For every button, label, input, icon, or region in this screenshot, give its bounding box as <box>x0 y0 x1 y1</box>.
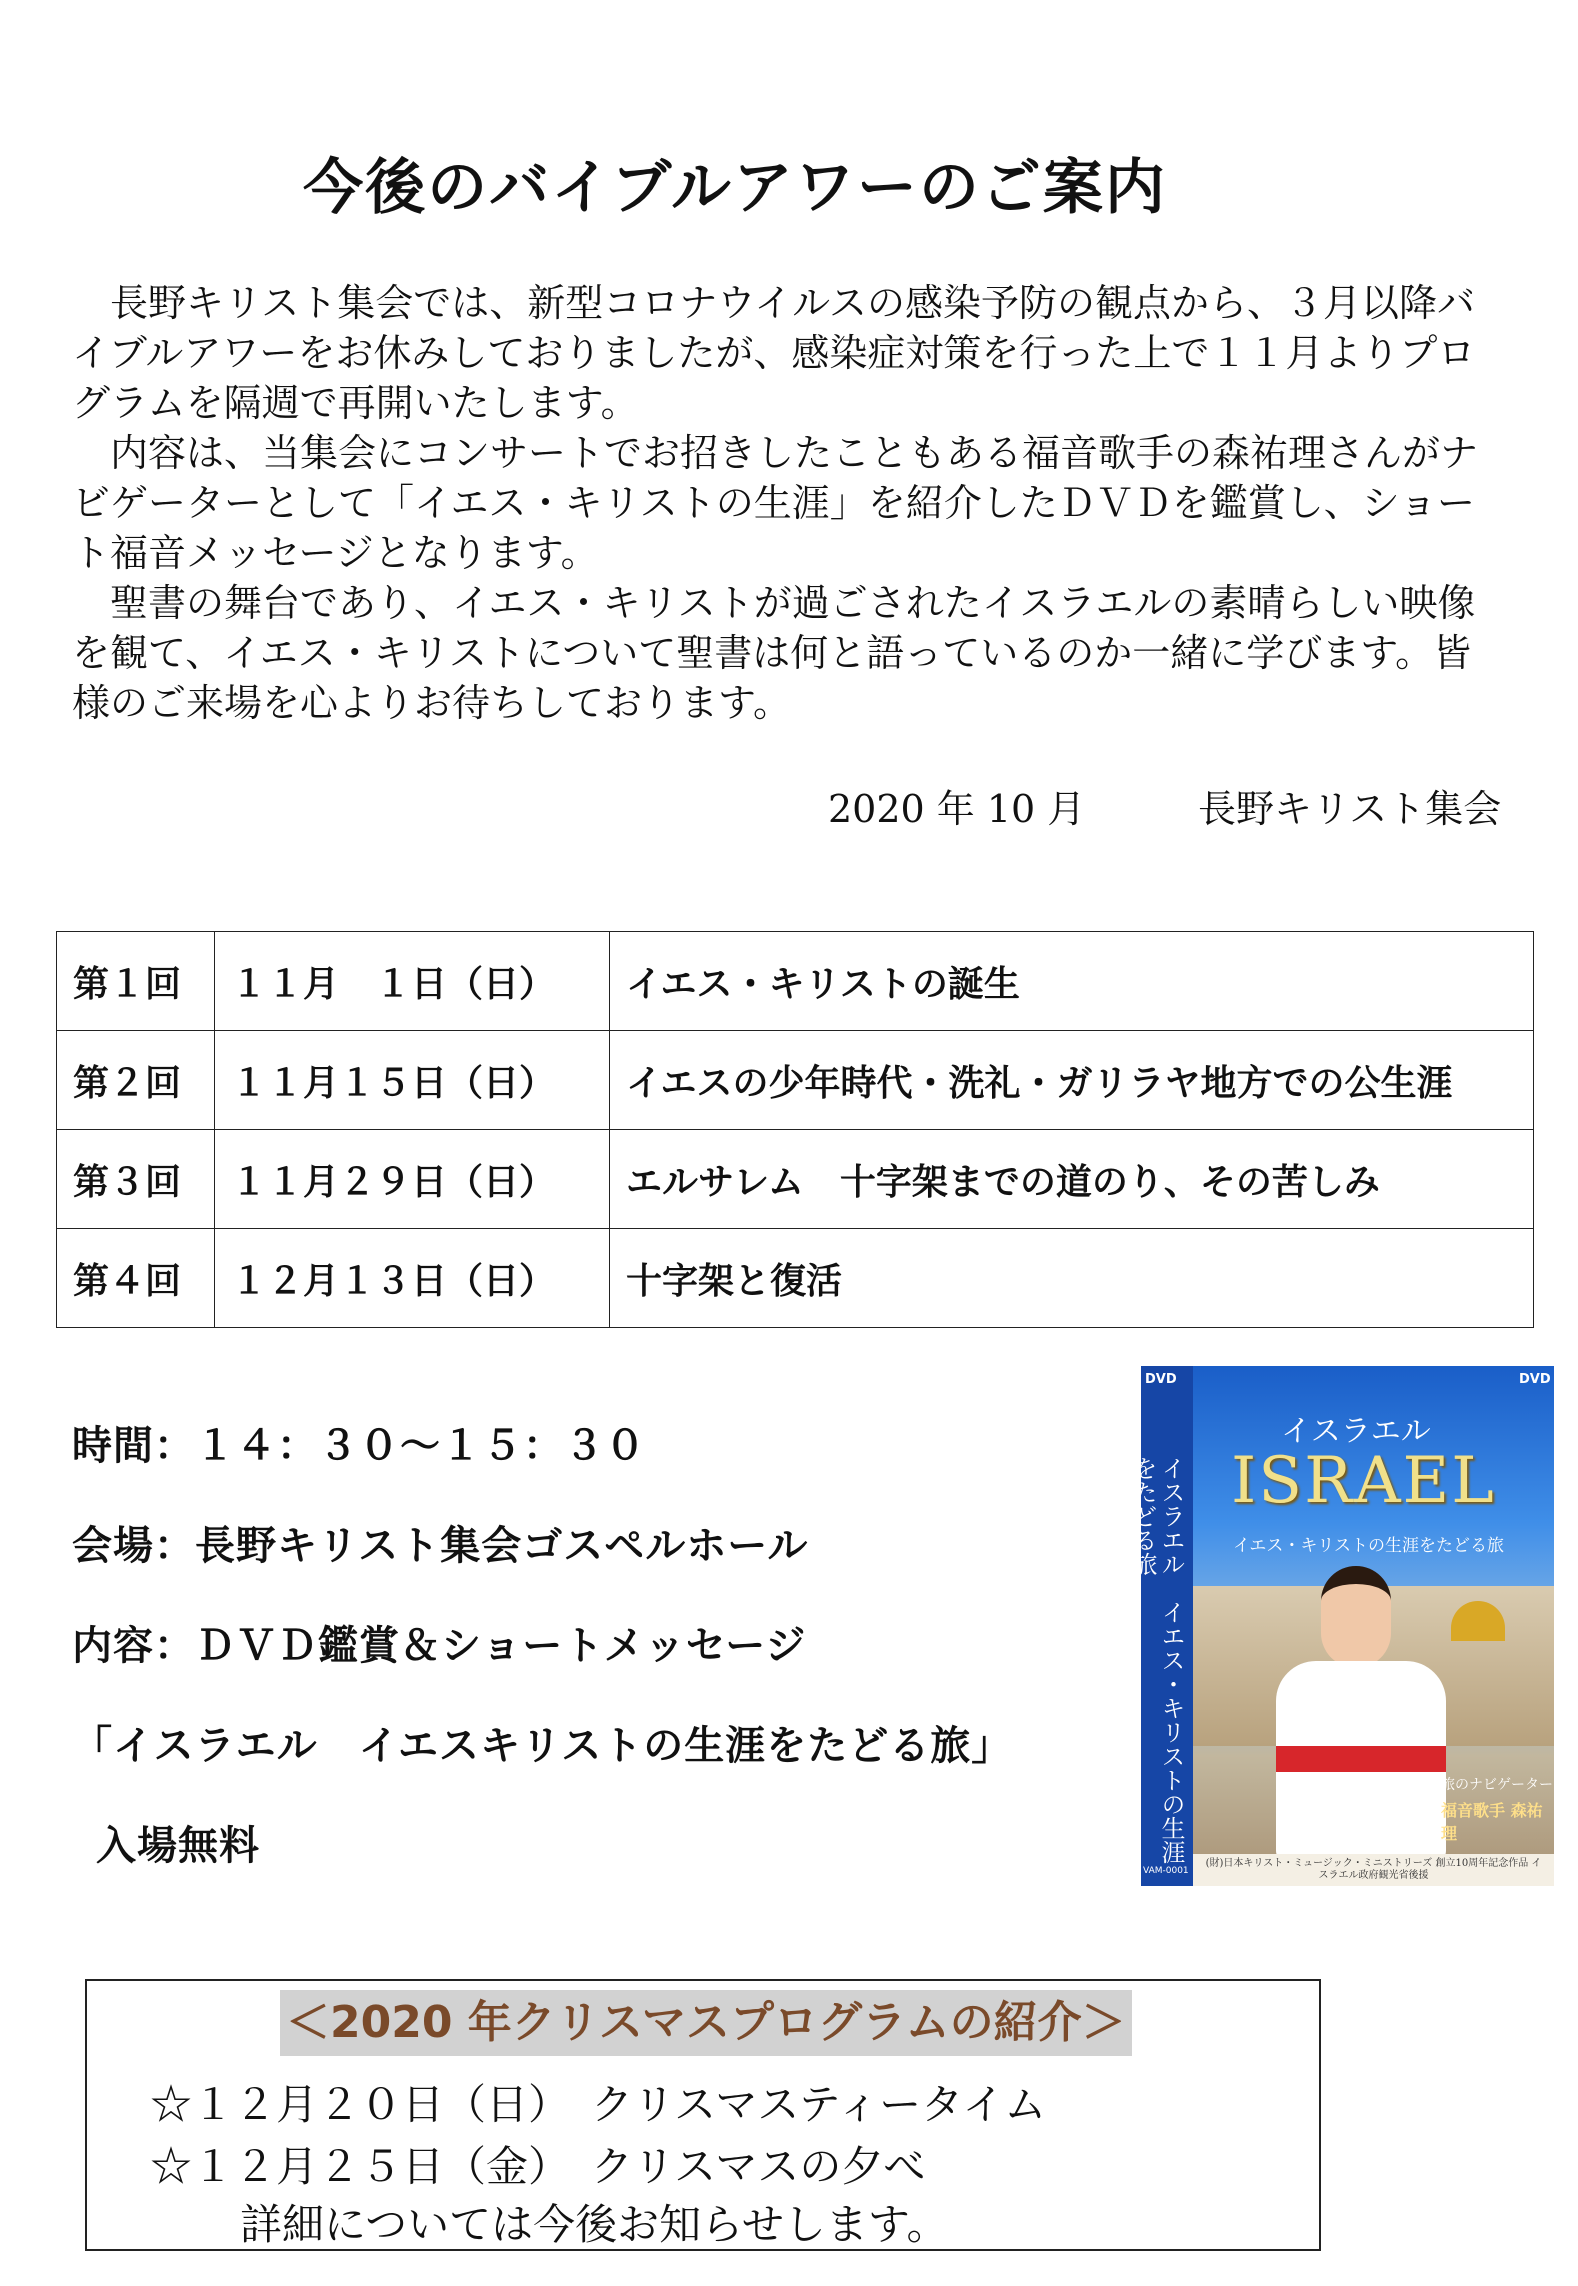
dvd-title-kana: イスラエル <box>1281 1414 1431 1449</box>
session-number: 第４回 <box>57 1229 215 1328</box>
table-row <box>57 932 1534 1031</box>
dvd-navigator-label: 旅のナビゲーター <box>1441 1777 1553 1793</box>
intro-paragraph-1: 長野キリスト集会では、新型コロナウイルスの感染予防の観点から、３月以降バイブルアワーをお休みしておりましたが、感染症対策を行った上で１１月よりプログラムを隔週で再開いたします。 <box>72 281 1476 425</box>
dvd-title-text: 「イスラエル イエスキリストの生涯をたどる旅」 <box>72 1723 1013 1769</box>
session-date: １２月１３日（日） <box>215 1229 610 1328</box>
session-topic: イエスの少年時代・洗礼・ガリラヤ地方での公生涯 <box>610 1031 1534 1130</box>
event-time: 時間：１４：３０～１５：３０ <box>72 1423 646 1469</box>
session-date: １１月２９日（日） <box>215 1130 610 1229</box>
christmas-item: ☆１２月２５日（金） クリスマスの夕べ <box>150 2142 926 2191</box>
christmas-note: 詳細については今後お知らせします。 <box>240 2200 949 2249</box>
table-row <box>57 1130 1534 1229</box>
event-content: 内容：ＤＶＤ鑑賞＆ショートメッセージ <box>72 1623 807 1669</box>
christmas-program-title: ＜2020 年クリスマスプログラムの紹介＞ <box>280 1990 1132 2056</box>
session-topic: イエス・キリストの誕生 <box>610 932 1534 1031</box>
session-date: １１月 １日（日） <box>215 932 610 1031</box>
dvd-code: VAM-0001 <box>1143 1866 1189 1876</box>
christmas-item: ☆１２月２０日（日） クリスマスティータイム <box>150 2080 1047 2129</box>
intro-paragraph-3: 聖書の舞台であり、イエス・キリストが過ごされたイスラエルの素晴らしい映像を観て、イエス・キリストについて聖書は何と語っているのか一緒に学びます。皆様のご来場を心よりお待ちしております。 <box>72 581 1476 725</box>
session-number: 第２回 <box>57 1031 215 1130</box>
session-number: 第１回 <box>57 932 215 1031</box>
admission-free: 入場無料 <box>96 1823 260 1869</box>
session-topic: エルサレム 十字架までの道のり、その苦しみ <box>610 1130 1534 1229</box>
intro-paragraph-2: 内容は、当集会にコンサートでお招きしたこともある福音歌手の森祐理さんがナビゲーターとして「イエス・キリストの生涯」を紹介したＤＶＤを鑑賞し、ショート福音メッセージとなります。 <box>72 431 1479 575</box>
session-date: １１月１５日（日） <box>215 1031 610 1130</box>
table-row <box>57 1031 1534 1130</box>
event-venue: 会場：長野キリスト集会ゴスペルホール <box>72 1523 809 1569</box>
intro-text <box>72 278 1492 728</box>
dvd-logo: DVD <box>1519 1372 1551 1387</box>
organization-name: 長野キリスト集会 <box>1198 787 1502 831</box>
table-row <box>57 1229 1534 1328</box>
dvd-spine-title: イスラエル イエス・キリストの生涯をたどる旅 <box>1129 1456 1185 1864</box>
dvd-cover-image <box>1129 1366 1554 1886</box>
dvd-credit: (財)日本キリスト・ミュージック・ミニストリーズ 創立10周年記念作品 イスラエル政府観光省後援 <box>1205 1858 1542 1881</box>
page-title: 今後のバイブルアワーのご案内 <box>303 153 1167 223</box>
dvd-navigator-name: 福音歌手 森祐理 <box>1441 1801 1543 1843</box>
issue-date: 2020 年 10 月 <box>828 787 1086 831</box>
session-topic: 十字架と復活 <box>610 1229 1534 1328</box>
dvd-title-israel: ISRAEL <box>1231 1444 1496 1518</box>
session-number: 第３回 <box>57 1130 215 1229</box>
dvd-subtitle: イエス・キリストの生涯をたどる旅 <box>1233 1536 1504 1556</box>
schedule-table <box>56 931 1534 1328</box>
dvd-logo: DVD <box>1145 1372 1177 1387</box>
